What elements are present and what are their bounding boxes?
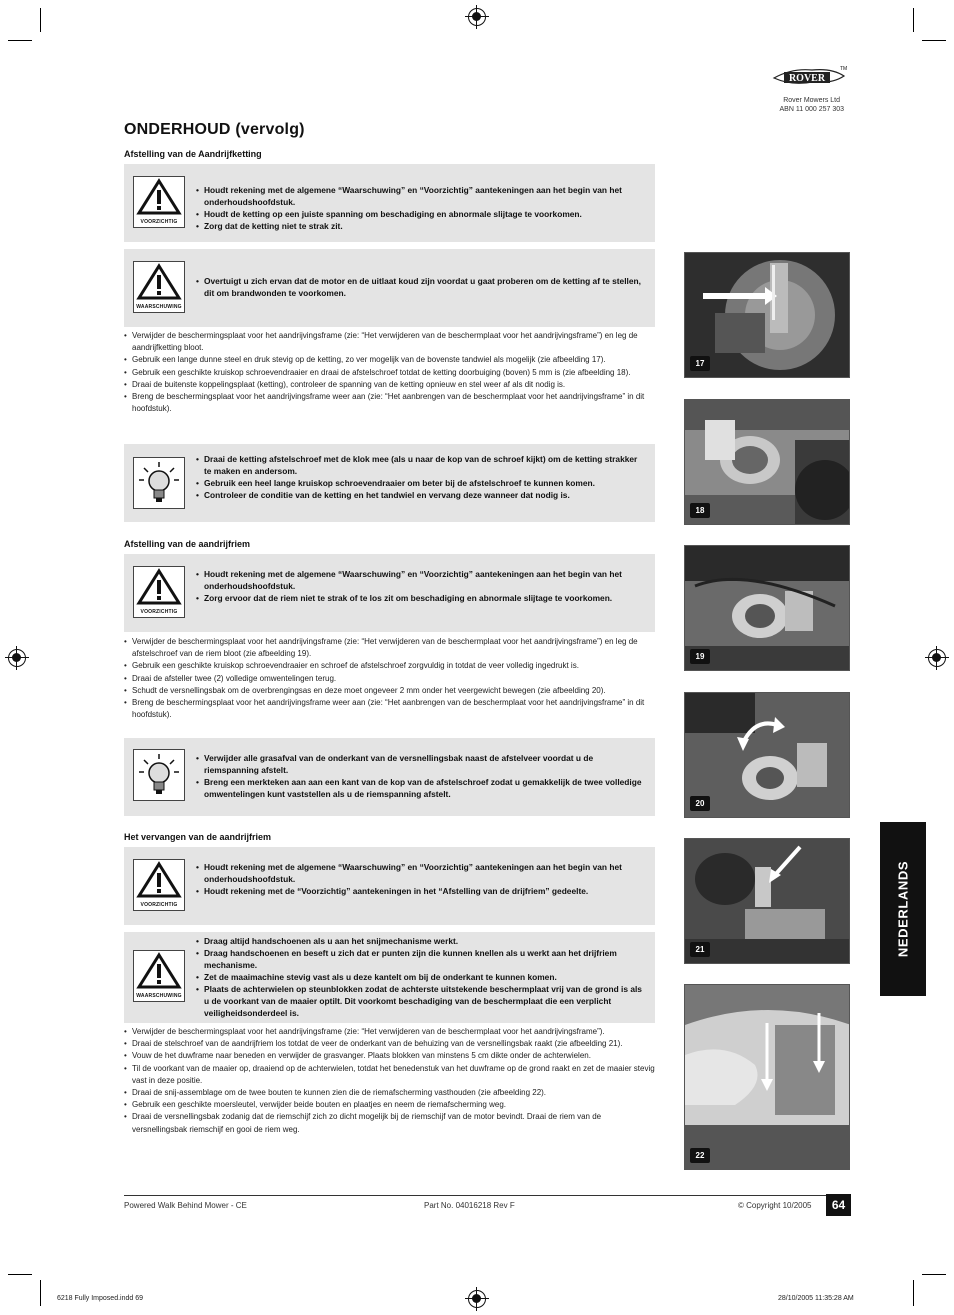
figure-22-photo (684, 984, 850, 1170)
caution-list (196, 568, 647, 604)
list-item: • Houdt rekening met de algemene “Waarschuwing” en “Voorzichtig” aantekeningen aan het begin van het onderhoudshoofdstuk. (196, 861, 647, 885)
caution-label: VOORZICHTIG (140, 902, 178, 908)
figure-number: 22 (690, 1148, 710, 1163)
figure-number: 20 (690, 796, 710, 811)
list-item: • Schudt de versnellingsbak om de overbrengingsas en deze moet ongeveer 2 mm onder het veergewicht bewegen (zie afbeelding 20). (124, 685, 656, 697)
list-item: • Verwijder de beschermingsplaat voor het aandrijvingsframe (zie: “Het verwijderen van de beschermplaat voor het aandrijvingsframe”) en leg de afstelschroef van de riem bloot (zie afbeelding 19). (124, 636, 656, 660)
footer-left: Powered Walk Behind Mower - CE (124, 1201, 247, 1210)
tip-list (196, 752, 647, 800)
footer-center: Part No. 04016218 Rev F (424, 1201, 515, 1210)
list-item: • Breng een merkteken aan aan een kant van de kop van de afstelschroef zodat u gemakkelijk de twee volledige omwentelingen kunt vaststellen als u de riemspanning afstelt. (196, 776, 647, 800)
list-item: • Plaats de achterwielen op steunblokken zodat de achterste uitstekende beschermplaat vrij van de grond is als u de voorkant van de maaier optilt. Dit voorkomt beschadiging van de beschermplaat die een verplicht veiligheidsonderdeel is. (196, 983, 647, 1019)
warning-list (196, 275, 647, 299)
caution-sign-icon (133, 176, 185, 228)
caution-box (124, 164, 655, 242)
warning-box (124, 932, 655, 1023)
procedure-list (124, 636, 656, 721)
language-tab (880, 822, 926, 996)
crop-mark (8, 1274, 32, 1275)
rover-logo (772, 64, 848, 90)
warning-sign-icon (133, 261, 185, 313)
warning-box (124, 249, 655, 327)
tip-box (124, 738, 655, 816)
list-item: • Zorg dat de ketting niet te strak zit. (196, 220, 647, 232)
warning-sign-icon (133, 950, 185, 1002)
list-item: • Gebruik een geschikte moersleutel, verwijder beide bouten en plaatjes en neem de riemafscherming weg. (124, 1099, 656, 1111)
slug-date: 28/10/2005 11:35:28 AM (778, 1295, 854, 1302)
list-item: • Verwijder de beschermingsplaat voor het aandrijvingsframe (zie: “Het verwijderen van de beschermplaat voor het aandrijvingsframe”). (124, 1026, 656, 1038)
caution-label: VOORZICHTIG (140, 219, 178, 225)
company-abn: ABN 11 000 257 303 (779, 106, 844, 113)
list-item: • Houdt rekening met de “Voorzichtig” aantekeningen in het “Afstelling van de drijfriem” gedeelte. (196, 885, 647, 897)
crop-mark (922, 1274, 946, 1275)
caution-label: VOORZICHTIG (140, 609, 178, 615)
list-item: • Controleer de conditie van de ketting en het tandwiel en vervang deze wanneer dat nodig is. (196, 489, 647, 501)
list-item: • Draai de versnellingsbak zodanig dat de riemschijf zich zo dicht mogelijk bij de riemschijf van de motor bevindt. Draai de riem van de versnellingsbak riemschijf en gooi de riem weg. (124, 1111, 656, 1135)
registration-mark-icon (928, 649, 946, 667)
list-item: • Draai de snij-assemblage om de twee bouten te kunnen zien die de riemafscherming vasthouden (zie afbeelding 22). (124, 1087, 656, 1099)
crop-mark (8, 40, 32, 41)
list-item: • Draai de afsteller twee (2) volledige omwentelingen terug. (124, 673, 656, 685)
caution-sign-icon (133, 566, 185, 618)
tip-list (196, 453, 647, 501)
language-tab-label: NEDERLANDS (895, 860, 911, 958)
footer-rule (124, 1195, 826, 1196)
footer-right: © Copyright 10/2005 (738, 1201, 812, 1210)
list-item: • Gebruik een lange dunne steel en druk stevig op de ketting, zo ver mogelijk van de bovenste tandwiel als mogelijk (zie afbeelding 17). (124, 354, 656, 366)
caution-box (124, 847, 655, 925)
svg-text:ROVER: ROVER (788, 73, 826, 84)
section-heading: Het vervangen van de aandrijfriem (124, 832, 272, 842)
lightbulb-icon (133, 457, 185, 509)
figure-21-photo (684, 838, 850, 964)
caution-box (124, 554, 655, 632)
figure-19-photo (684, 545, 850, 671)
list-item: • Overtuigt u zich ervan dat de motor en de uitlaat koud zijn voordat u gaat proberen om de ketting af te stellen, dit om brandwonden te voorkomen. (196, 275, 647, 299)
list-item: • Draag handschoenen en beseft u zich dat er punten zijn die kunnen knellen als u werkt aan het drijfriem mechanisme. (196, 947, 647, 971)
figure-17-photo (684, 252, 850, 378)
list-item: • Houdt de ketting op een juiste spanning om beschadiging en abnormale slijtage te voorkomen. (196, 208, 647, 220)
caution-sign-icon (133, 859, 185, 911)
figure-number: 17 (690, 356, 710, 371)
list-item: • Verwijder alle grasafval van de onderkant van de versnellingsbak naast de afstelveer voordat u de riemspanning afstelt. (196, 752, 647, 776)
crop-mark (913, 8, 914, 32)
registration-mark-icon (468, 8, 486, 26)
list-item: • Houdt rekening met de algemene “Waarschuwing” en “Voorzichtig” aantekeningen aan het begin van het onderhoudshoofdstuk. (196, 568, 647, 592)
crop-mark (913, 1280, 914, 1306)
figure-18-photo (684, 399, 850, 525)
section-heading: Afstelling van de Aandrijfketting (124, 149, 262, 159)
list-item: • Draai de stelschroef van de aandrijfriem los totdat de veer de onderkant van de behuizing van de versnellingsbak raakt (zie afbeelding 21). (124, 1038, 656, 1050)
registration-mark-icon (468, 1290, 486, 1308)
figure-number: 19 (690, 649, 710, 664)
warning-label: WAARSCHUWING (136, 304, 182, 310)
warning-label: WAARSCHUWING (136, 993, 182, 999)
section-heading: Afstelling van de aandrijfriem (124, 539, 251, 549)
list-item: • Verwijder de beschermingsplaat voor het aandrijvingsframe (zie: “Het verwijderen van de beschermplaat voor het aandrijvingsframe”) en leg de aandrijfketting bloot. (124, 330, 656, 354)
list-item: • Houdt rekening met de algemene “Waarschuwing” en “Voorzichtig” aantekeningen aan het begin van het onderhoudshoofdstuk. (196, 184, 647, 208)
list-item: • Zorg ervoor dat de riem niet te strak of te los zit om beschadiging en abnormale slijtage te voorkomen. (196, 592, 647, 604)
caution-list (196, 861, 647, 897)
list-item: • Draai de buitenste koppelingsplaat (ketting), controleer de spanning van de ketting opnieuw en stel weer af als dit nodig is. (124, 379, 656, 391)
caution-list (196, 184, 647, 232)
rover-logo-icon (772, 64, 848, 90)
list-item: • Draai de ketting afstelschroef met de klok mee (als u naar de kop van de schroef kijkt) om de ketting strakker te maken en andersom. (196, 453, 647, 477)
lightbulb-icon (133, 749, 185, 801)
crop-mark (40, 1280, 41, 1306)
figure-number: 18 (690, 503, 710, 518)
list-item: • Gebruik een heel lange kruiskop schroevendraaier om beter bij de afstelschroef te kunnen komen. (196, 477, 647, 489)
figure-20-photo (684, 692, 850, 818)
procedure-list (124, 330, 656, 415)
figure-number: 21 (690, 942, 710, 957)
page-title: ONDERHOUD (vervolg) (124, 121, 305, 138)
list-item: • Breng de beschermingsplaat voor het aandrijvingsframe weer aan (zie: “Het aanbrengen van de beschermplaat voor het aandrijvingsframe” in dit hoofdstuk). (124, 391, 656, 415)
list-item: • Gebruik een geschikte kruiskop schroevendraaier en schroef de afstelschroef zorgvuldig in totdat de veer volledig ingedrukt is. (124, 660, 656, 672)
slug-file: 6218 Fully Imposed.indd 69 (57, 1295, 143, 1302)
logo-tm: TM (840, 66, 848, 72)
warning-list (196, 935, 647, 1019)
list-item: • Zet de maaimachine stevig vast als u deze kantelt om bij de onderkant te kunnen komen. (196, 971, 647, 983)
procedure-list (124, 1026, 656, 1136)
list-item: • Til de voorkant van de maaier op, draaiend op de achterwielen, totdat het benedenstuk van het duwframe op de grond raakt en zet de maaier stevig vast in deze positie. (124, 1063, 656, 1087)
registration-mark-icon (8, 649, 26, 667)
crop-mark (922, 40, 946, 41)
list-item: • Breng de beschermingsplaat voor het aandrijvingsframe weer aan (zie: “Het aanbrengen van de beschermplaat voor het aandrijvingsframe” in dit hoofdstuk). (124, 697, 656, 721)
list-item: • Vouw de het duwframe naar beneden en verwijder de grasvanger. Plaats blokken van minstens 5 cm dikte onder de achterwielen. (124, 1050, 656, 1062)
company-name: Rover Mowers Ltd (783, 97, 840, 104)
list-item: • Gebruik een geschikte kruiskop schroevendraaier en draai de afstelschroef totdat de ketting doorbuiging (boven) 5 mm is (zie afbeelding 18). (124, 367, 656, 379)
page-number: 64 (826, 1194, 851, 1216)
list-item: • Draag altijd handschoenen als u aan het snijmechanisme werkt. (196, 935, 647, 947)
crop-mark (40, 8, 41, 32)
tip-box (124, 444, 655, 522)
